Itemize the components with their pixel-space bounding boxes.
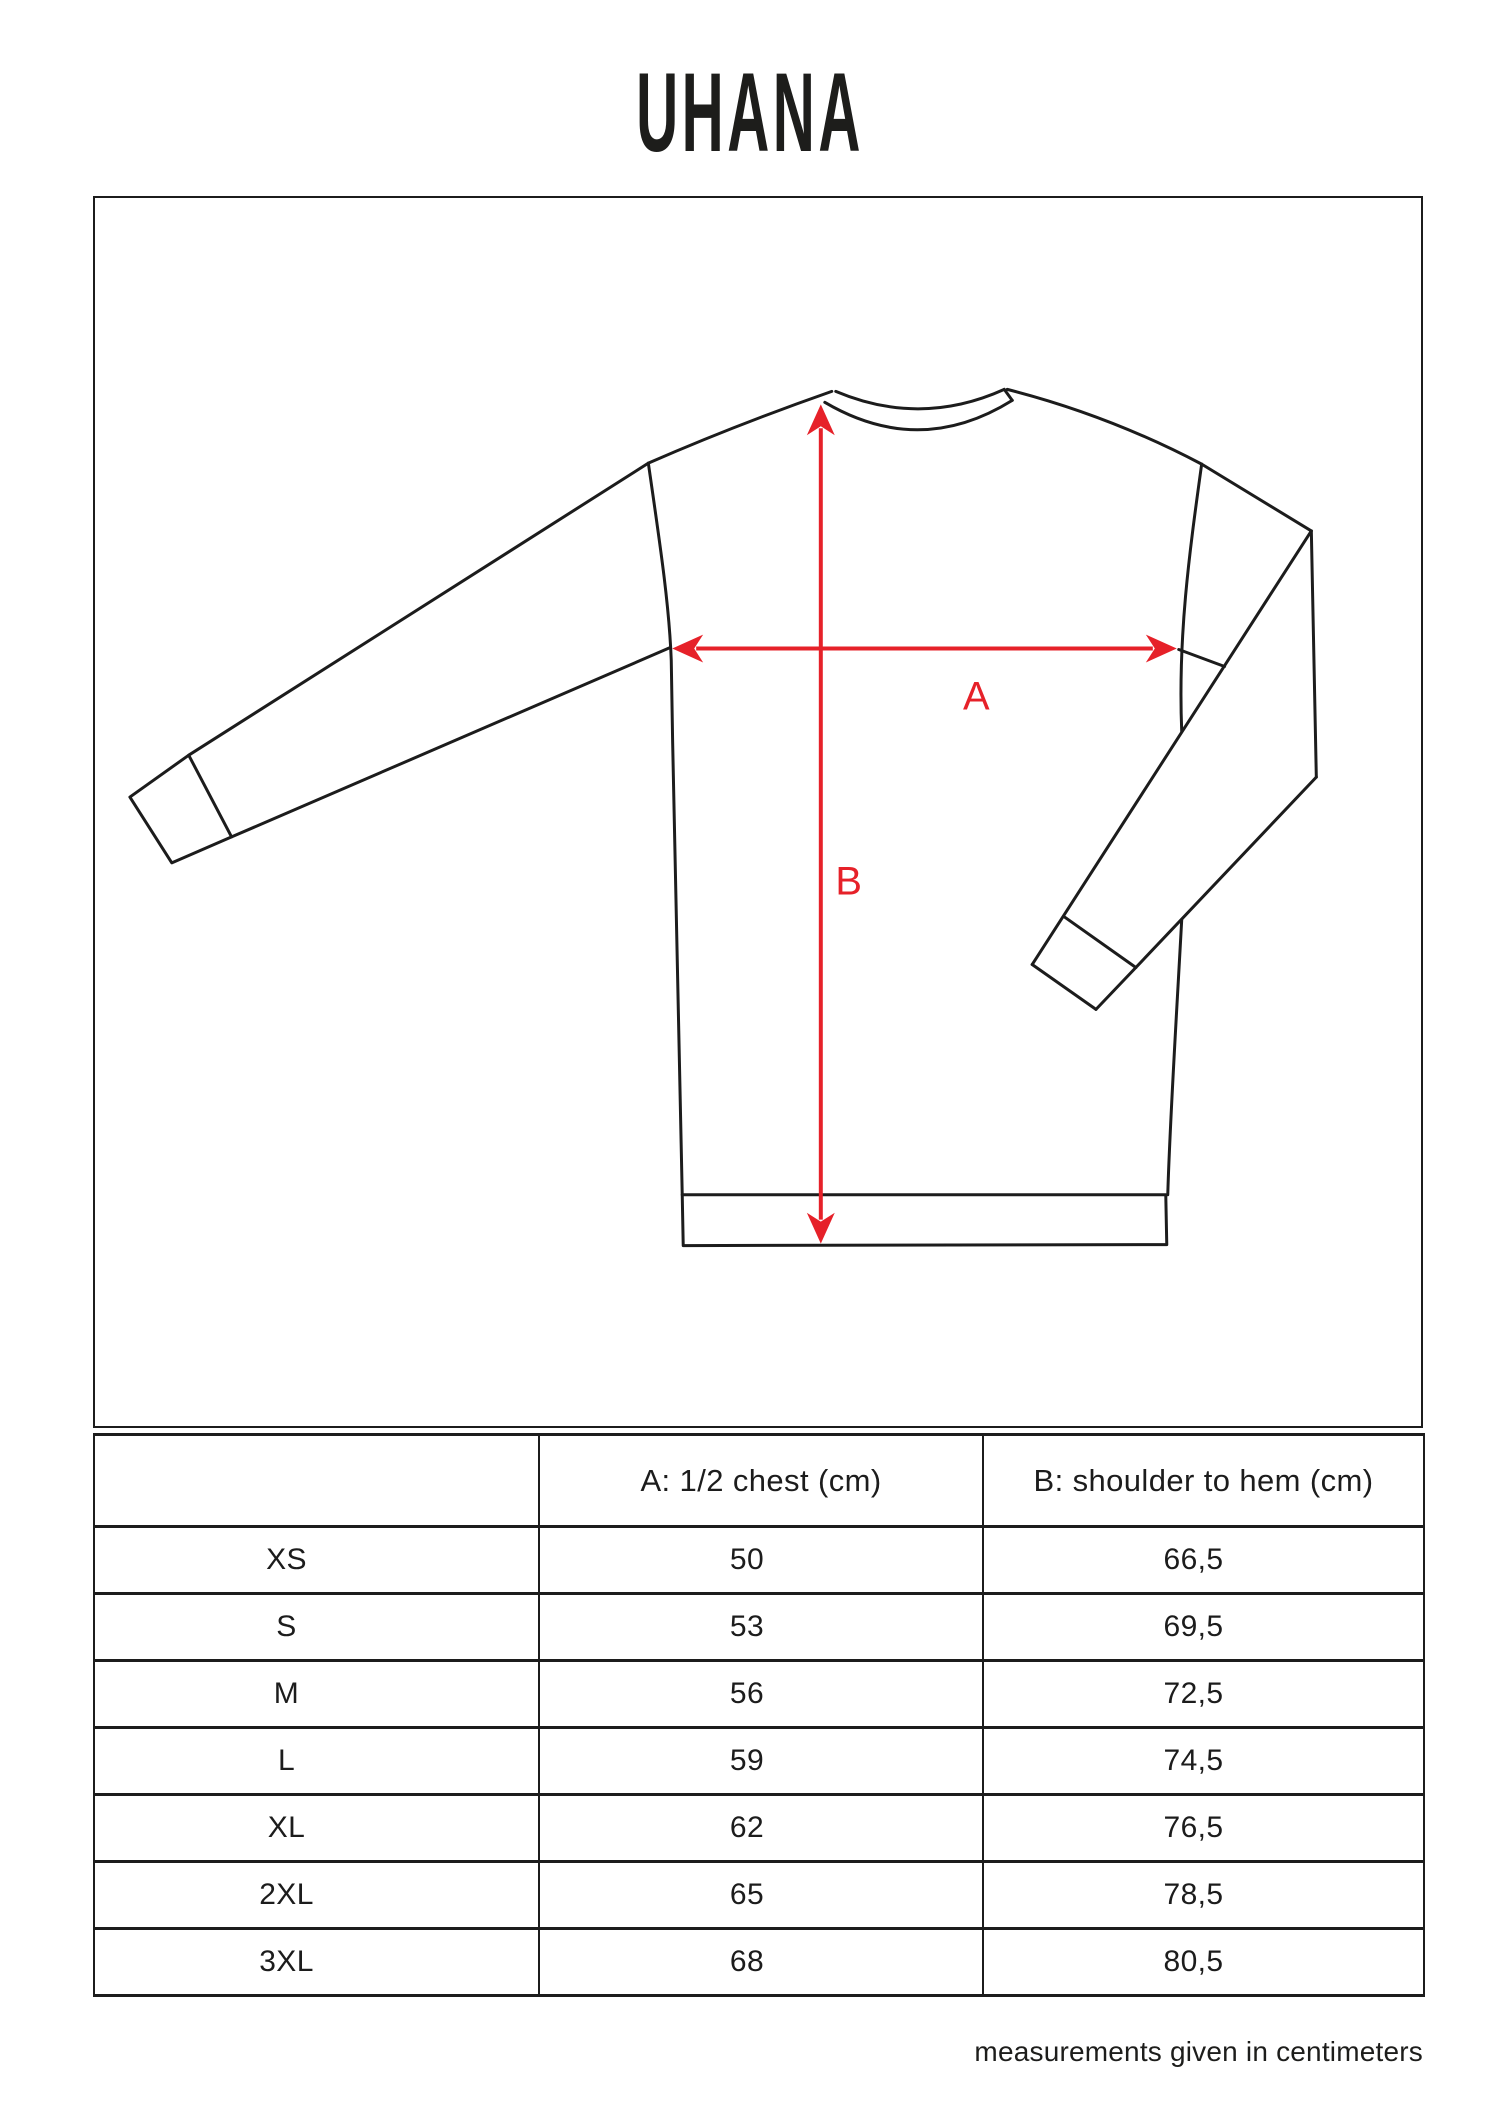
length-value: 72,5 bbox=[983, 1661, 1424, 1728]
size-label: S bbox=[94, 1594, 539, 1661]
brand-logo-wrap bbox=[0, 50, 1500, 175]
table-row bbox=[94, 1795, 1424, 1862]
length-value: 78,5 bbox=[983, 1862, 1424, 1929]
table-row bbox=[94, 1661, 1424, 1728]
right-armpit-seam bbox=[1179, 650, 1225, 667]
table-row bbox=[94, 1862, 1424, 1929]
header-chest-cell: A: 1/2 chest (cm) bbox=[539, 1435, 983, 1527]
size-label: M bbox=[94, 1661, 539, 1728]
size-label: 2XL bbox=[94, 1862, 539, 1929]
right-cuff-side bbox=[1096, 967, 1136, 1009]
header-size-cell bbox=[94, 1435, 539, 1527]
hem-band bbox=[682, 1195, 1167, 1246]
table-row bbox=[94, 1728, 1424, 1795]
size-label: 3XL bbox=[94, 1929, 539, 1996]
table-row bbox=[94, 1527, 1424, 1594]
right-armhole-seam bbox=[1181, 464, 1202, 731]
length-value: 66,5 bbox=[983, 1527, 1424, 1594]
chest-value: 50 bbox=[539, 1527, 983, 1594]
size-label: L bbox=[94, 1728, 539, 1795]
length-value: 74,5 bbox=[983, 1728, 1424, 1795]
table-row bbox=[94, 1929, 1424, 1996]
right-cuff-end bbox=[1032, 965, 1096, 1010]
diagram-frame bbox=[93, 196, 1423, 1428]
right-elbow-edge bbox=[1311, 531, 1316, 777]
right-shoulder-seam bbox=[1007, 389, 1201, 464]
size-table-header bbox=[94, 1435, 1424, 1527]
sweater-outline bbox=[130, 389, 1316, 1245]
size-table bbox=[93, 1433, 1425, 1997]
measure-a-label: A bbox=[963, 674, 990, 719]
brand-logo: UHANA bbox=[636, 50, 864, 175]
table-row bbox=[94, 1594, 1424, 1661]
chest-value: 59 bbox=[539, 1728, 983, 1795]
right-forearm-outer bbox=[1032, 531, 1311, 965]
chest-value: 65 bbox=[539, 1862, 983, 1929]
size-label: XS bbox=[94, 1527, 539, 1594]
measurement-arrows bbox=[672, 404, 1176, 1243]
right-body-seam bbox=[1168, 920, 1182, 1195]
left-cuff bbox=[130, 755, 232, 863]
right-sleeve-top-edge bbox=[1202, 464, 1312, 531]
right-forearm-underside bbox=[1136, 777, 1316, 967]
chest-value: 53 bbox=[539, 1594, 983, 1661]
length-value: 80,5 bbox=[983, 1929, 1424, 1996]
right-cuff-seam bbox=[1064, 917, 1136, 968]
left-sleeve-underside bbox=[232, 648, 671, 837]
collar-outer-curve bbox=[825, 400, 1012, 429]
chest-value: 68 bbox=[539, 1929, 983, 1996]
length-value: 69,5 bbox=[983, 1594, 1424, 1661]
measure-b-label: B bbox=[835, 859, 863, 904]
length-value: 76,5 bbox=[983, 1795, 1424, 1862]
sweater-diagram bbox=[95, 198, 1421, 1426]
left-sleeve-top-edge bbox=[189, 463, 649, 755]
header-length-cell: B: shoulder to hem (cm) bbox=[983, 1435, 1424, 1527]
collar-inner-curve bbox=[836, 389, 1004, 408]
size-label: XL bbox=[94, 1795, 539, 1862]
chest-value: 62 bbox=[539, 1795, 983, 1862]
header-row bbox=[94, 1435, 1424, 1527]
left-shoulder-seam bbox=[648, 391, 831, 463]
left-body-seam bbox=[648, 463, 682, 1195]
measurement-unit-note: measurements given in centimeters bbox=[974, 2036, 1423, 2067]
chest-value: 56 bbox=[539, 1661, 983, 1728]
